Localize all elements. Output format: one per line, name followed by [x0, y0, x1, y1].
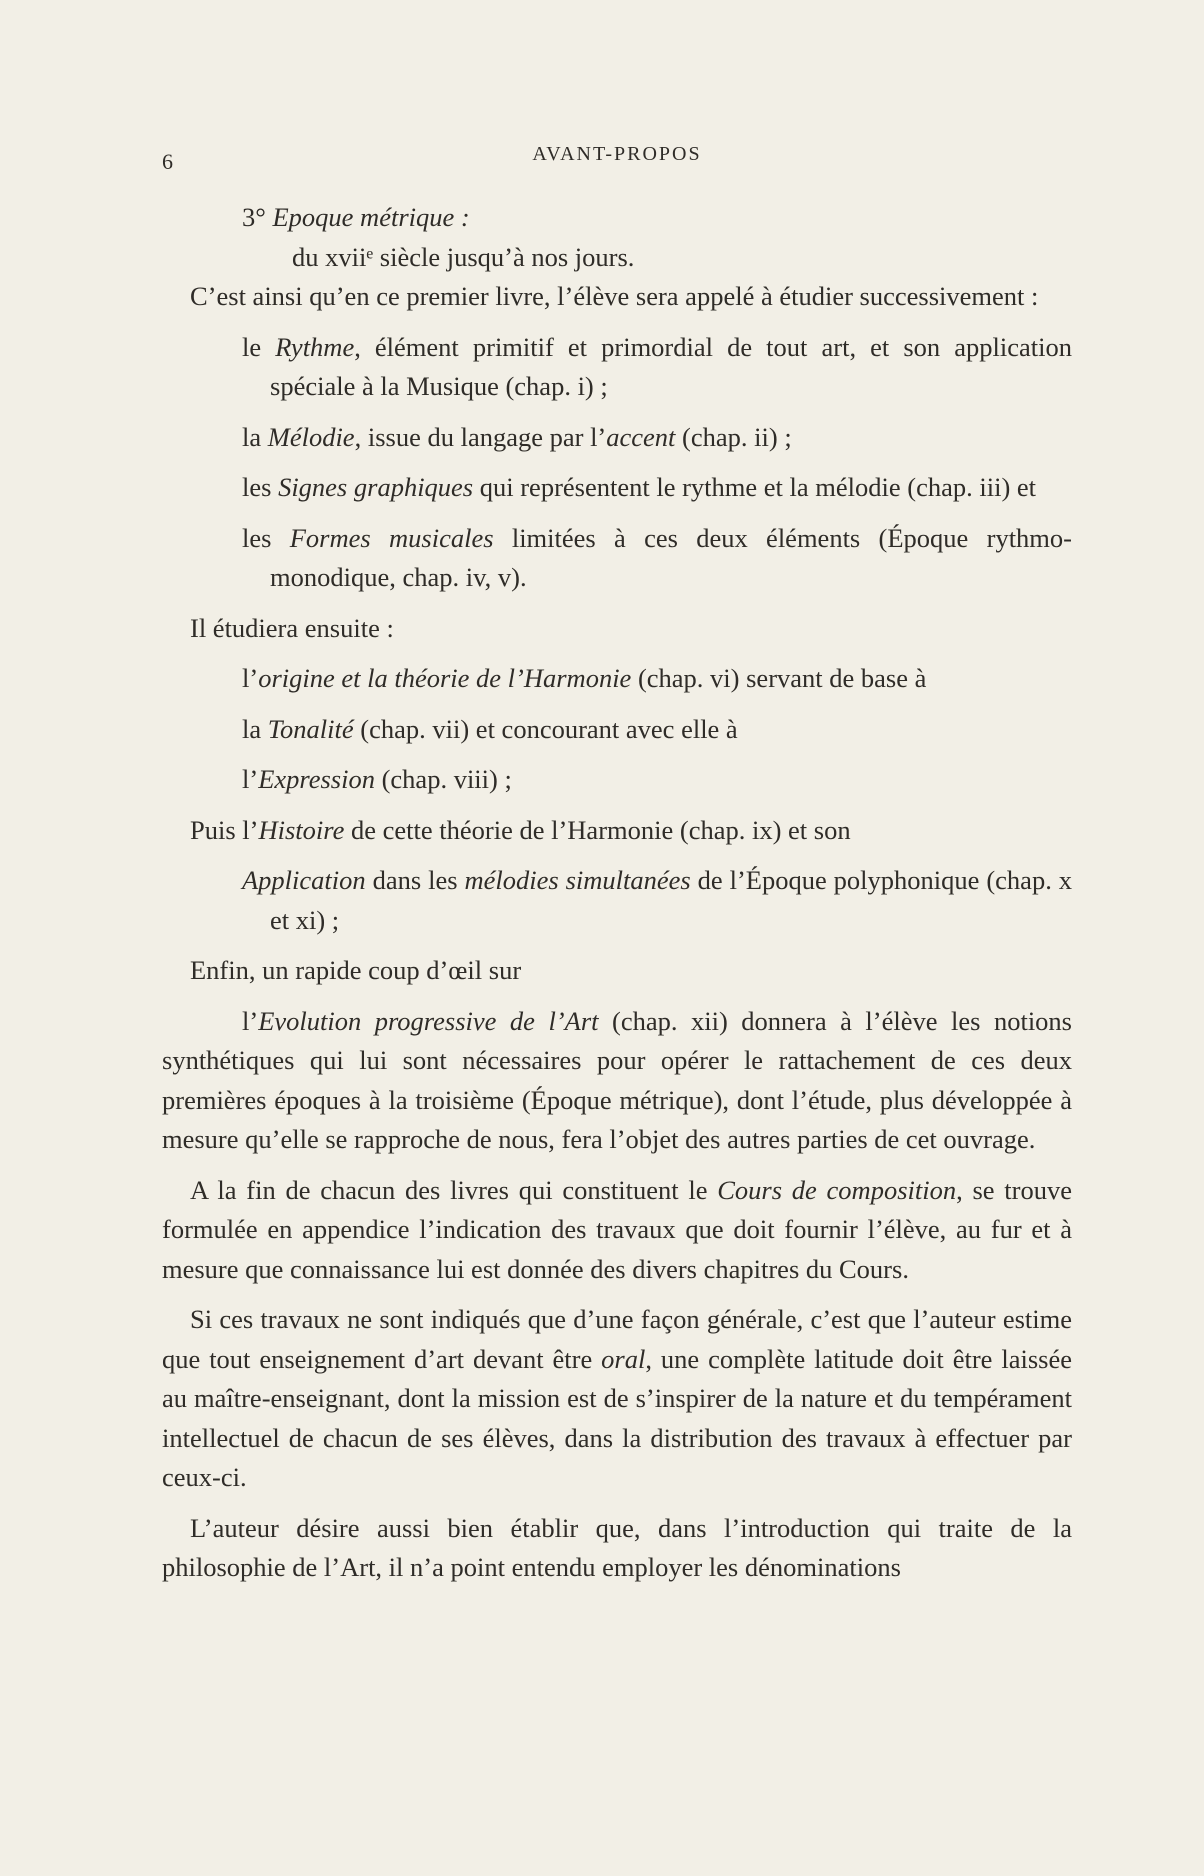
paragraph-intro: C’est ainsi qu’en ce premier livre, l’élève sera appelé à étudier successivement : [190, 281, 1039, 311]
epoch-range: du xviiᵉ siècle jusqu’à nos jours. [292, 241, 635, 272]
list-item-formes: les Formes musicales limitées à ces deux éléments (Époque rythmo-monodique, chap. iv, v). [242, 522, 1072, 592]
paragraph-evolution: l’Evolution progressive de l’Art (chap. xii) donnera à l’élève les notions synthétiques qui lui sont nécessaires pour opérer le rattachement de ces deux premières époques à la troisième (Époque métrique), dont l’étude, plus développée à mesure qu’elle se rapproche de nous, fera l’objet des autres parties de cet ouvrage. [162, 1005, 1072, 1154]
paragraph-enfin: Enfin, un rapide coup d’œil sur [190, 955, 522, 985]
list-item-tonalite: la Tonalité (chap. vii) et concourant avec elle à [242, 713, 738, 744]
paragraph-travaux: A la fin de chacun des livres qui constituent le Cours de composition, se trouve formulée en appendice l’indication des travaux que doit fournir l’élève, au fur et à mesure que connaissance lui est donnée des divers chapitres du Cours. [162, 1174, 1072, 1284]
list-item-application: Application dans les mélodies simultanées de l’Époque polyphonique (chap. x et xi) ; [242, 865, 1073, 935]
paragraph-histoire: Puis l’Histoire de cette théorie de l’Harmonie (chap. ix) et son [190, 814, 851, 845]
page-number: 6 [162, 149, 173, 174]
list-item-melodie: la Mélodie, issue du langage par l’accent (chap. ii) ; [242, 421, 792, 452]
list-item-expression: l’Expression (chap. viii) ; [242, 764, 512, 794]
paragraph-enseignement: Si ces travaux ne sont indiqués que d’une façon générale, c’est que l’auteur estime que tout enseignement d’art devant être oral, une complète latitude doit être laissée au maître-enseignant, dont la mission est de s’inspirer de la nature et du tempérament intellectuel de chacun de ses élèves, dans la distribution des travaux à effectuer par ceux-ci. [162, 1304, 1072, 1492]
body-text [162, 198, 1072, 1588]
list-item-harmonie: l’origine et la théorie de l’Harmonie (chap. vi) servant de base à [242, 663, 927, 693]
epoch-heading: 3° Epoque métrique : [242, 202, 470, 232]
list-item-signes: les Signes graphiques qui représentent le rythme et la mélodie (chap. iii) et [242, 472, 1037, 502]
list-item-rythme: le Rythme, élément primitif et primordial de tout art, et son application spéciale à la Musique (chap. i) ; [242, 331, 1073, 401]
running-title: AVANT-PROPOS [532, 143, 702, 165]
paragraph-auteur: L’auteur désire aussi bien établir que, dans l’introduction qui traite de la philosophie de l’Art, il n’a point entendu employer les dénominations [162, 1512, 1072, 1582]
page-header [162, 143, 1072, 173]
paragraph-ensuite: Il étudiera ensuite : [190, 612, 394, 643]
